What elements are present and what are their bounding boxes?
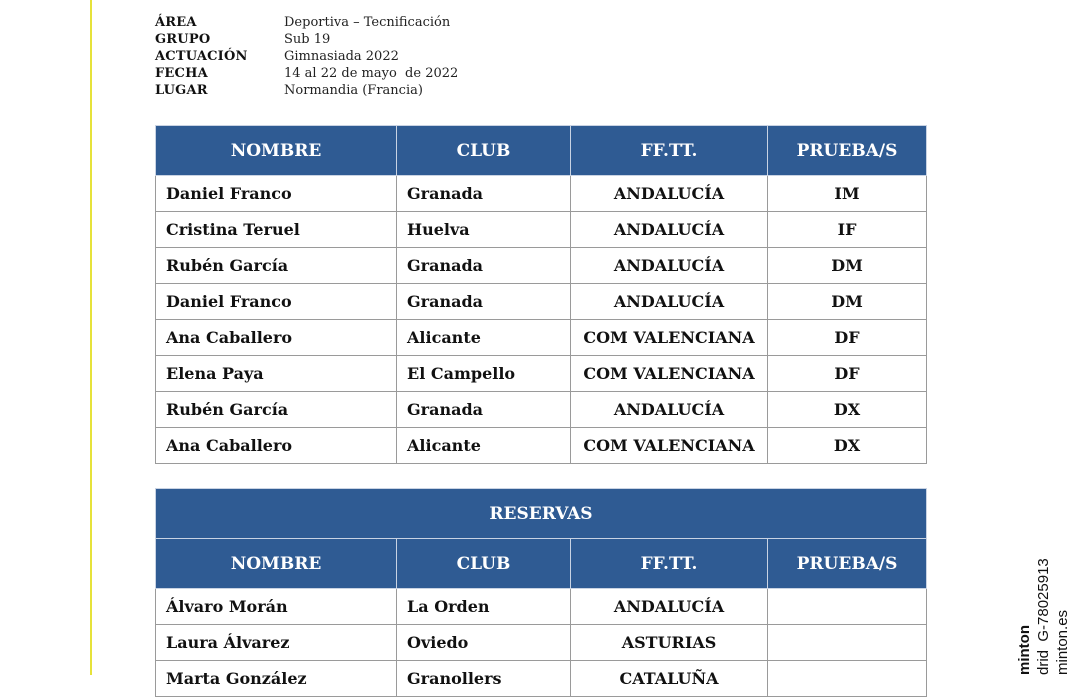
table-row (156, 392, 927, 428)
table-row (156, 320, 927, 356)
table-header-row (156, 126, 927, 176)
column-header-fftt: FF.TT. (571, 126, 768, 176)
cell-fftt: ASTURIAS (571, 625, 768, 661)
cell-fftt: ANDALUCÍA (571, 392, 768, 428)
cell-prueba (768, 589, 927, 625)
column-header-pruebas: PRUEBA/S (768, 539, 927, 589)
info-key: LUGAR (155, 83, 208, 98)
cell-fftt: COM VALENCIANA (571, 428, 768, 464)
cell-prueba: DM (768, 248, 927, 284)
cell-club: Granada (397, 248, 571, 284)
cell-fftt: ANDALUCÍA (571, 284, 768, 320)
cell-prueba: DF (768, 356, 927, 392)
table-row (156, 625, 927, 661)
cell-prueba (768, 625, 927, 661)
table-row (156, 176, 927, 212)
cell-club: Huelva (397, 212, 571, 248)
cell-club: El Campello (397, 356, 571, 392)
column-header-nombre: NOMBRE (156, 126, 397, 176)
info-key: FECHA (155, 66, 208, 81)
table-row (156, 356, 927, 392)
cell-club: Granollers (397, 661, 571, 697)
cell-fftt: COM VALENCIANA (571, 356, 768, 392)
side-text-line: drid G-78025913 (1035, 558, 1052, 675)
info-row-area (155, 14, 458, 31)
table-row (156, 661, 927, 697)
cell-club: Granada (397, 284, 571, 320)
column-header-pruebas: PRUEBA/S (768, 126, 927, 176)
cell-club: La Orden (397, 589, 571, 625)
cell-nombre: Marta González (156, 661, 397, 697)
info-key: ACTUACIÓN (155, 49, 248, 64)
cell-fftt: ANDALUCÍA (571, 212, 768, 248)
info-row-lugar (155, 82, 458, 99)
cell-nombre: Ana Caballero (156, 320, 397, 356)
cell-fftt: ANDALUCÍA (571, 248, 768, 284)
cell-prueba: IM (768, 176, 927, 212)
cell-club: Alicante (397, 320, 571, 356)
cell-club: Alicante (397, 428, 571, 464)
cell-nombre: Álvaro Morán (156, 589, 397, 625)
cell-fftt: ANDALUCÍA (571, 589, 768, 625)
document-info (155, 14, 458, 99)
table-row (156, 284, 927, 320)
info-value: Normandia (Francia) (284, 83, 423, 98)
column-header-fftt: FF.TT. (571, 539, 768, 589)
info-row-grupo (155, 31, 458, 48)
info-value: 14 al 22 de mayo de 2022 (284, 66, 459, 81)
table-row (156, 589, 927, 625)
cell-nombre: Rubén García (156, 248, 397, 284)
reserves-table (155, 488, 927, 697)
table-row (156, 428, 927, 464)
cell-prueba: IF (768, 212, 927, 248)
column-header-club: CLUB (397, 126, 571, 176)
table-title-row (156, 489, 927, 539)
cell-nombre: Daniel Franco (156, 176, 397, 212)
column-header-nombre: NOMBRE (156, 539, 397, 589)
vertical-footer-text (1015, 558, 1072, 675)
info-value: Deportiva – Tecnificación (284, 15, 451, 30)
info-value: Gimnasiada 2022 (284, 49, 399, 64)
cell-prueba: DM (768, 284, 927, 320)
info-value: Sub 19 (284, 32, 331, 47)
column-header-club: CLUB (397, 539, 571, 589)
side-text-line: minton (1016, 625, 1033, 675)
info-key: ÁREA (155, 15, 197, 30)
cell-nombre: Rubén García (156, 392, 397, 428)
participants-table (155, 125, 927, 464)
cell-club: Granada (397, 176, 571, 212)
info-key: GRUPO (155, 32, 211, 47)
margin-line (90, 0, 92, 675)
table-header-row (156, 539, 927, 589)
cell-nombre: Daniel Franco (156, 284, 397, 320)
cell-nombre: Elena Paya (156, 356, 397, 392)
cell-club: Oviedo (397, 625, 571, 661)
cell-fftt: COM VALENCIANA (571, 320, 768, 356)
cell-fftt: CATALUÑA (571, 661, 768, 697)
cell-nombre: Laura Álvarez (156, 625, 397, 661)
cell-nombre: Ana Caballero (156, 428, 397, 464)
cell-club: Granada (397, 392, 571, 428)
side-text-line: minton.es (1054, 609, 1071, 675)
cell-prueba (768, 661, 927, 697)
info-row-fecha (155, 65, 458, 82)
cell-prueba: DX (768, 392, 927, 428)
table-row (156, 248, 927, 284)
cell-prueba: DF (768, 320, 927, 356)
table-row (156, 212, 927, 248)
cell-nombre: Cristina Teruel (156, 212, 397, 248)
cell-prueba: DX (768, 428, 927, 464)
cell-fftt: ANDALUCÍA (571, 176, 768, 212)
info-row-actuacion (155, 48, 458, 65)
reserves-title: RESERVAS (156, 489, 927, 539)
